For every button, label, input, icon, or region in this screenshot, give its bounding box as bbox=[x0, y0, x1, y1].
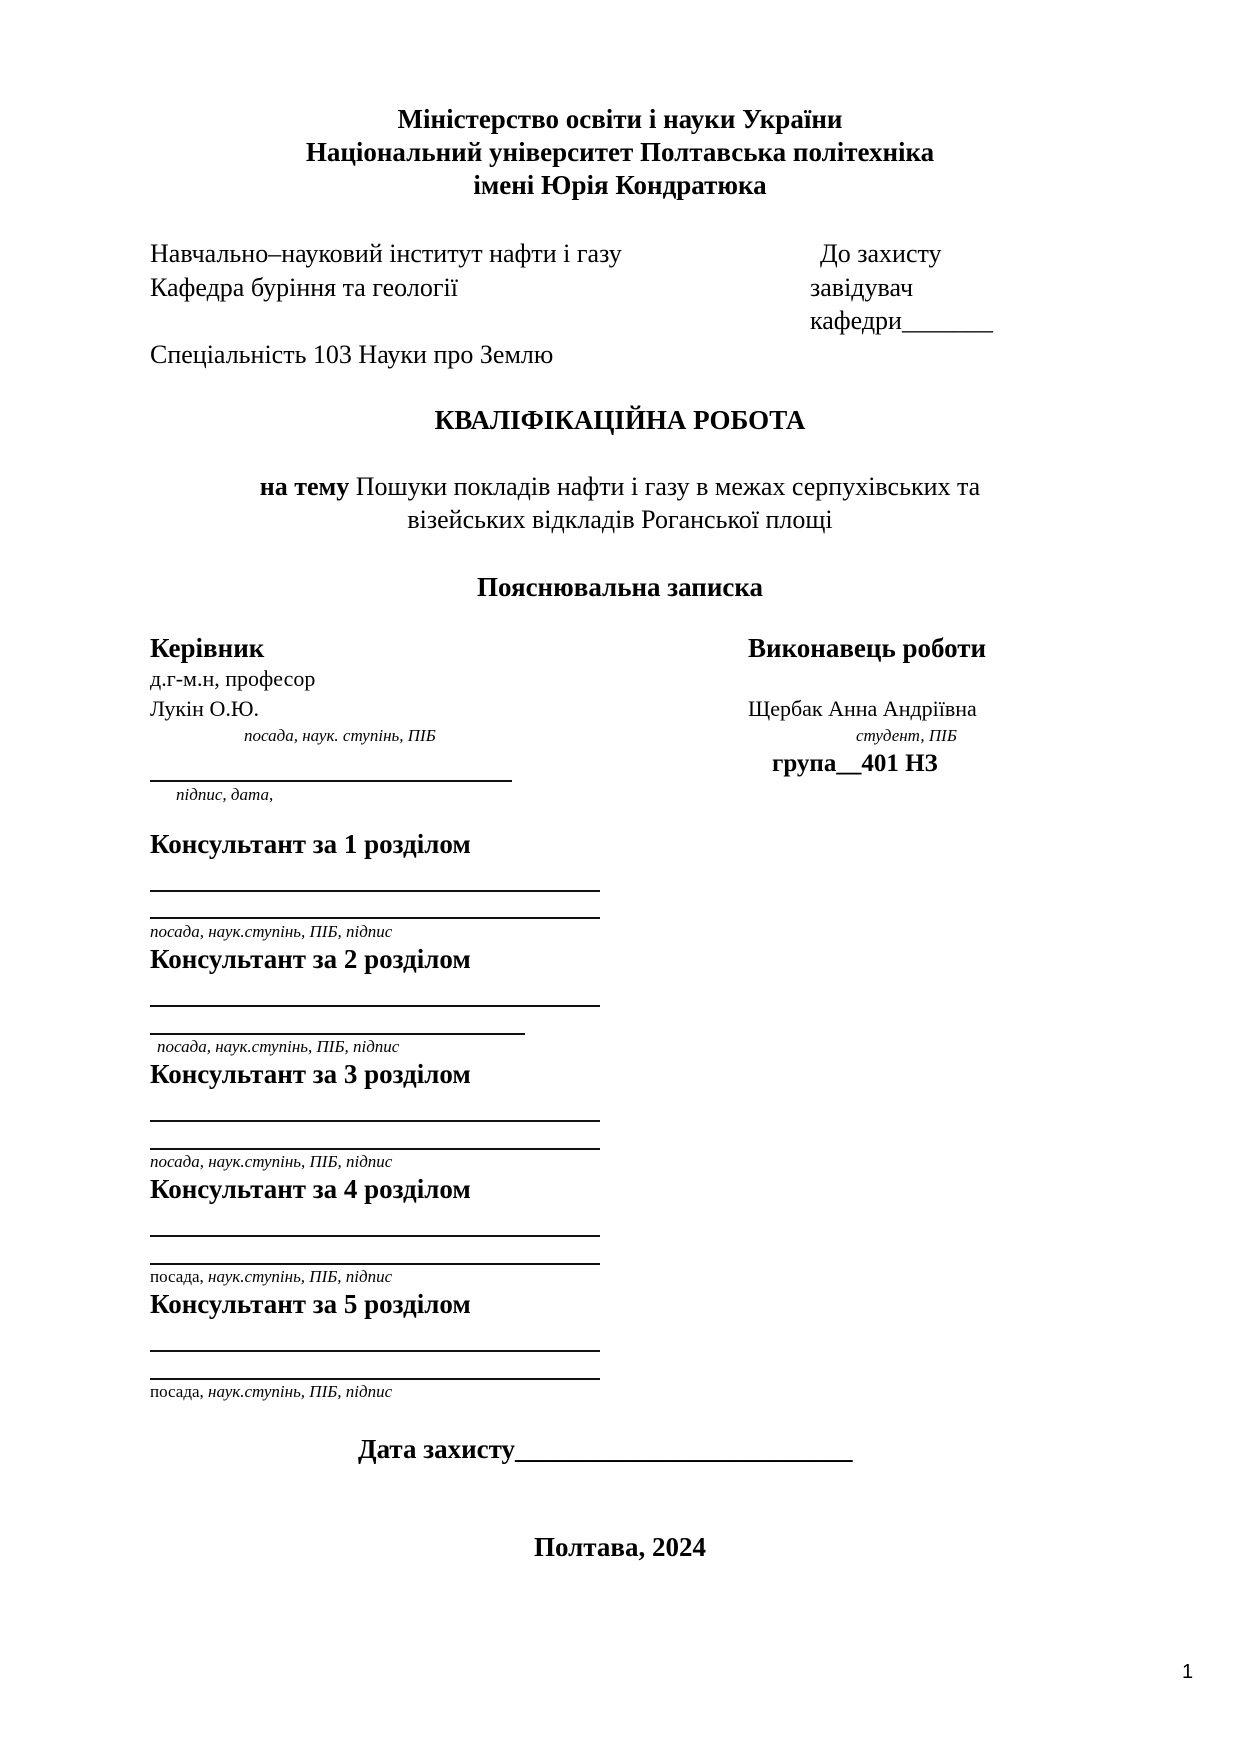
consultant-5-line-2 bbox=[150, 1378, 600, 1380]
consultant-1-label: Консультант за 1 розділом bbox=[150, 829, 471, 859]
consultant-5-line-1 bbox=[150, 1350, 600, 1352]
consultant-4-line-1 bbox=[150, 1235, 600, 1237]
consultant-3-line-2 bbox=[150, 1148, 600, 1150]
specialty: Спеціальність 103 Науки про Землю bbox=[150, 340, 554, 369]
supervisor-name: Лукін О.Ю. bbox=[150, 696, 259, 721]
supervisor-signature-line bbox=[150, 780, 512, 782]
consultant-5-label: Консультант за 5 розділом bbox=[150, 1289, 471, 1319]
approval-line-3: кафедри_______ bbox=[810, 306, 993, 335]
consultant-2-caption: посада, наук.ступінь, ПІБ, підпис bbox=[157, 1037, 400, 1056]
consultant-2-label: Консультант за 2 розділом bbox=[150, 944, 471, 974]
consultant-4-caption-italic: наук.ступінь, ПІБ, підпис bbox=[208, 1267, 393, 1286]
department-name: Кафедра буріння та геології bbox=[150, 273, 458, 302]
consultant-4-caption-plain: посада, bbox=[150, 1267, 209, 1286]
page-number: 1 bbox=[1182, 1661, 1194, 1683]
author-caption: студент, ПІБ bbox=[856, 726, 957, 745]
topic-prefix: на тему bbox=[259, 472, 350, 501]
author-name: Щербак Анна Андріївна bbox=[748, 696, 977, 721]
consultant-1-line-2 bbox=[150, 917, 600, 919]
consultant-1-line-1 bbox=[150, 890, 600, 892]
approval-line-2: завідувач bbox=[810, 273, 914, 302]
document-title: КВАЛІФІКАЦІЙНА РОБОТА bbox=[434, 405, 806, 435]
institute-name: Навчально–науковий інститут нафти і газу bbox=[150, 239, 622, 268]
document-subtitle: Пояснювальна записка bbox=[476, 572, 764, 602]
supervisor-signature-caption: підпис, дата, bbox=[176, 785, 274, 804]
supervisor-label: Керівник bbox=[150, 633, 265, 663]
author-group: група__401 НЗ bbox=[772, 750, 938, 777]
supervisor-caption: посада, наук. ступінь, ПІБ bbox=[244, 726, 436, 745]
consultant-4-line-2 bbox=[150, 1263, 600, 1265]
consultant-5-caption-plain: посада, bbox=[150, 1382, 209, 1401]
consultant-5-caption-italic: наук.ступінь, ПІБ, підпис bbox=[208, 1382, 393, 1401]
city-year: Полтава, 2024 bbox=[534, 1532, 706, 1562]
topic-text-1: Пошуки покладів нафти і газу в межах серпухівських та bbox=[349, 472, 981, 501]
topic-line-2: візейських відкладів Роганської площі bbox=[407, 505, 833, 534]
topic-line-1 bbox=[0, 472, 1240, 502]
consultant-3-label: Консультант за 3 розділом bbox=[150, 1059, 471, 1089]
consultant-3-caption: посада, наук.ступінь, ПІБ, підпис bbox=[150, 1152, 393, 1171]
university-name-suffix: імені Юрія Кондратюка bbox=[473, 170, 767, 200]
university-name: Національний університет Полтавська політехніка bbox=[305, 137, 935, 167]
author-label: Виконавець роботи bbox=[748, 633, 987, 663]
consultant-1-caption: посада, наук.ступінь, ПІБ, підпис bbox=[150, 922, 393, 941]
consultant-2-line-2 bbox=[150, 1033, 525, 1035]
ministry-title: Міністерство освіти і науки України bbox=[397, 104, 843, 134]
consultant-4-label: Консультант за 4 розділом bbox=[150, 1174, 471, 1204]
approval-line-1: До захисту bbox=[820, 239, 942, 268]
defense-date: Дата захисту_________________________ bbox=[358, 1434, 853, 1464]
consultant-2-line-1 bbox=[150, 1005, 600, 1007]
consultant-4-caption bbox=[150, 1267, 392, 1287]
consultant-5-caption bbox=[150, 1382, 392, 1402]
consultant-3-line-1 bbox=[150, 1120, 600, 1122]
supervisor-degree: д.г-м.н, професор bbox=[150, 666, 316, 691]
